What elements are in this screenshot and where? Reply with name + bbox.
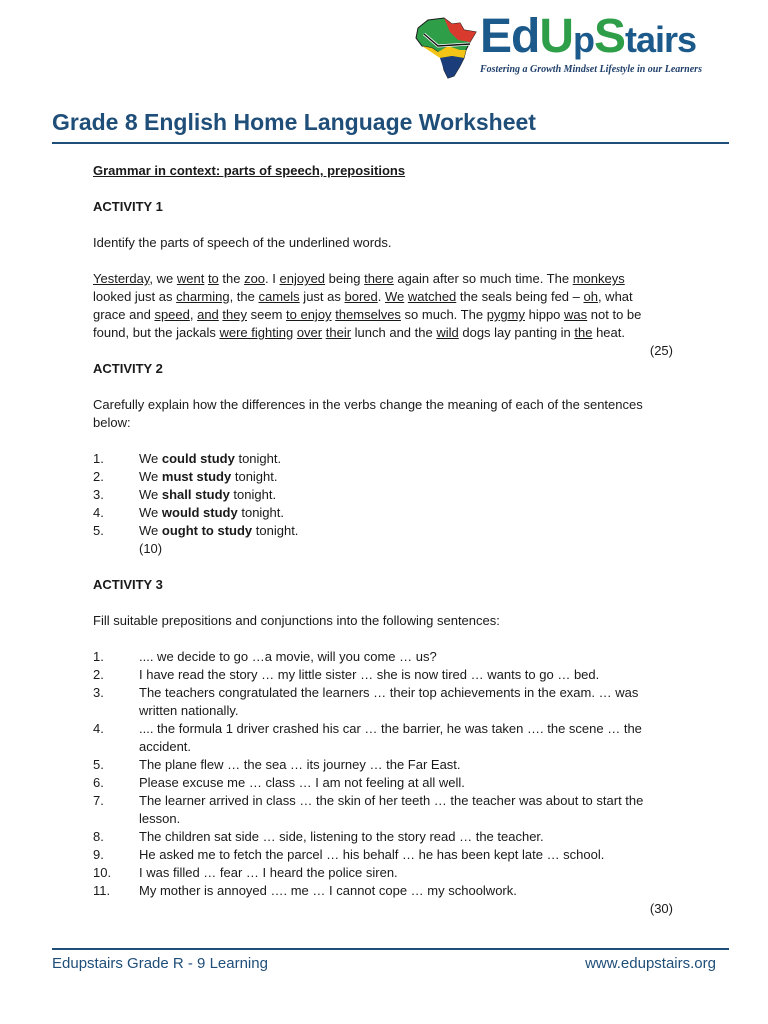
underlined-word: over — [296, 325, 323, 340]
brand-tagline: Fostering a Growth Mindset Lifestyle in our Learners — [480, 64, 702, 75]
list-item: 1. We could study tonight. — [93, 451, 282, 466]
underlined-word: wild — [436, 325, 459, 340]
underlined-word: bored — [344, 289, 378, 304]
activity-1-marks: (25) — [649, 343, 673, 358]
underlined-word: camels — [258, 289, 300, 304]
activity-1-heading: ACTIVITY 1 — [93, 199, 163, 214]
activity-3-list — [93, 648, 673, 900]
brand-part-3: p — [573, 19, 595, 60]
list-item: 11. My mother is annoyed …. me … I cannot cope … my schoolwork. — [93, 883, 517, 898]
list-item — [93, 540, 673, 558]
activity-1-passage — [93, 270, 653, 342]
passage-text: lunch and the — [351, 325, 437, 340]
underlined-word: speed — [154, 307, 190, 322]
passage-text: dogs lay panting in — [458, 325, 575, 340]
activity-3-marks: (30) — [649, 901, 673, 916]
section-subtitle: Grammar in context: parts of speech, prepositions — [93, 163, 406, 178]
underlined-word: and — [197, 307, 219, 322]
brand-part-4: S — [594, 10, 626, 63]
underlined-word: was — [564, 307, 588, 322]
underlined-word: their — [325, 325, 352, 340]
passage-text: not to be found, but the jackals — [93, 307, 642, 340]
underlined-word: were fighting — [219, 325, 294, 340]
activity-2-list — [93, 450, 673, 558]
list-item: 5. The plane flew … the sea … its journey … the Far East. — [93, 757, 461, 772]
activity-2-marks: (10) — [139, 541, 163, 556]
underlined-word: they — [222, 307, 247, 322]
activity-2-instruction: Carefully explain how the differences in the verbs change the meaning of each of the sentences below: — [93, 397, 643, 430]
passage-text: , what grace and — [93, 289, 633, 322]
underlined-word: Yesterday — [93, 271, 150, 286]
underlined-word: themselves — [335, 307, 401, 322]
passage-text: heat. — [592, 325, 625, 340]
africa-map-icon — [414, 16, 484, 82]
brand-part-2: U — [539, 10, 574, 63]
underlined-word: watched — [407, 289, 457, 304]
passage-text: so much. The — [400, 307, 487, 322]
underlined-word: there — [364, 271, 394, 286]
underlined-word: charming — [176, 289, 230, 304]
underlined-word: We — [384, 289, 405, 304]
list-item: 1. .... we decide to go …a movie, will you come … us? — [93, 649, 437, 664]
passage-text: being — [325, 271, 365, 286]
passage-text: the seals being fed – — [456, 289, 584, 304]
header-divider — [52, 142, 729, 144]
activity-3-instruction: Fill suitable prepositions and conjunctions into the following sentences: — [93, 613, 500, 628]
page-title: Grade 8 English Home Language Worksheet — [52, 109, 536, 135]
list-item: 8. The children sat side … side, listening to the story read … the teacher. — [93, 829, 544, 844]
list-item: 10. I was filled … fear … I heard the police siren. — [93, 865, 398, 880]
list-item: 3. We shall study tonight. — [93, 487, 277, 502]
footer-divider — [52, 948, 729, 950]
passage-text: , the — [229, 289, 259, 304]
list-item: 4. We would study tonight. — [93, 505, 284, 520]
underlined-word: oh — [583, 289, 598, 304]
underlined-word: enjoyed — [279, 271, 326, 286]
underlined-word: monkeys — [572, 271, 625, 286]
underlined-word: to enjoy — [286, 307, 332, 322]
passage-text: , we — [149, 271, 177, 286]
activity-1-instruction: Identify the parts of speech of the underlined words. — [93, 235, 392, 250]
passage-text: looked just as — [93, 289, 177, 304]
passage-text: . — [377, 289, 385, 304]
passage-text: again after so much time. The — [393, 271, 573, 286]
passage-text: . I — [265, 271, 280, 286]
list-item: 4. .... the formula 1 driver crashed his car … the barrier, he was taken …. the scene … the accident. — [93, 721, 642, 754]
list-item: 2. We must study tonight. — [93, 469, 278, 484]
underlined-word: zoo — [244, 271, 266, 286]
list-item: 5. We ought to study tonight. — [93, 523, 299, 538]
footer-org-name: Edupstairs Grade R - 9 Learning — [52, 955, 268, 972]
underlined-word: the — [574, 325, 593, 340]
edupstairs-logo — [414, 10, 734, 82]
brand-part-5: tairs — [625, 19, 697, 60]
passage-text: seem — [247, 307, 287, 322]
footer-website-link[interactable]: www.edupstairs.org — [585, 955, 716, 972]
passage-text: hippo — [524, 307, 565, 322]
underlined-word: went — [176, 271, 205, 286]
list-item: 7. The learner arrived in class … the skin of her teeth … the teacher was about to start the lesson. — [93, 793, 644, 826]
list-item: 9. He asked me to fetch the parcel … his behalf … he has been kept late … school. — [93, 847, 605, 862]
worksheet-body — [93, 162, 673, 918]
list-item: 3. The teachers congratulated the learners … their top achievements in the exam. … was written nationally. — [93, 685, 639, 718]
passage-text: the — [218, 271, 245, 286]
activity-3-heading: ACTIVITY 3 — [93, 577, 163, 592]
list-item: 2. I have read the story … my little sister … she is now tired … wants to go … bed. — [93, 667, 600, 682]
underlined-word: pygmy — [486, 307, 525, 322]
underlined-word: to — [207, 271, 219, 286]
list-item: 6. Please excuse me … class … I am not feeling at all well. — [93, 775, 465, 790]
activity-2-heading: ACTIVITY 2 — [93, 361, 163, 376]
passage-text: , — [189, 307, 198, 322]
passage-text: just as — [299, 289, 345, 304]
brand-part-1: Ed — [480, 10, 540, 63]
